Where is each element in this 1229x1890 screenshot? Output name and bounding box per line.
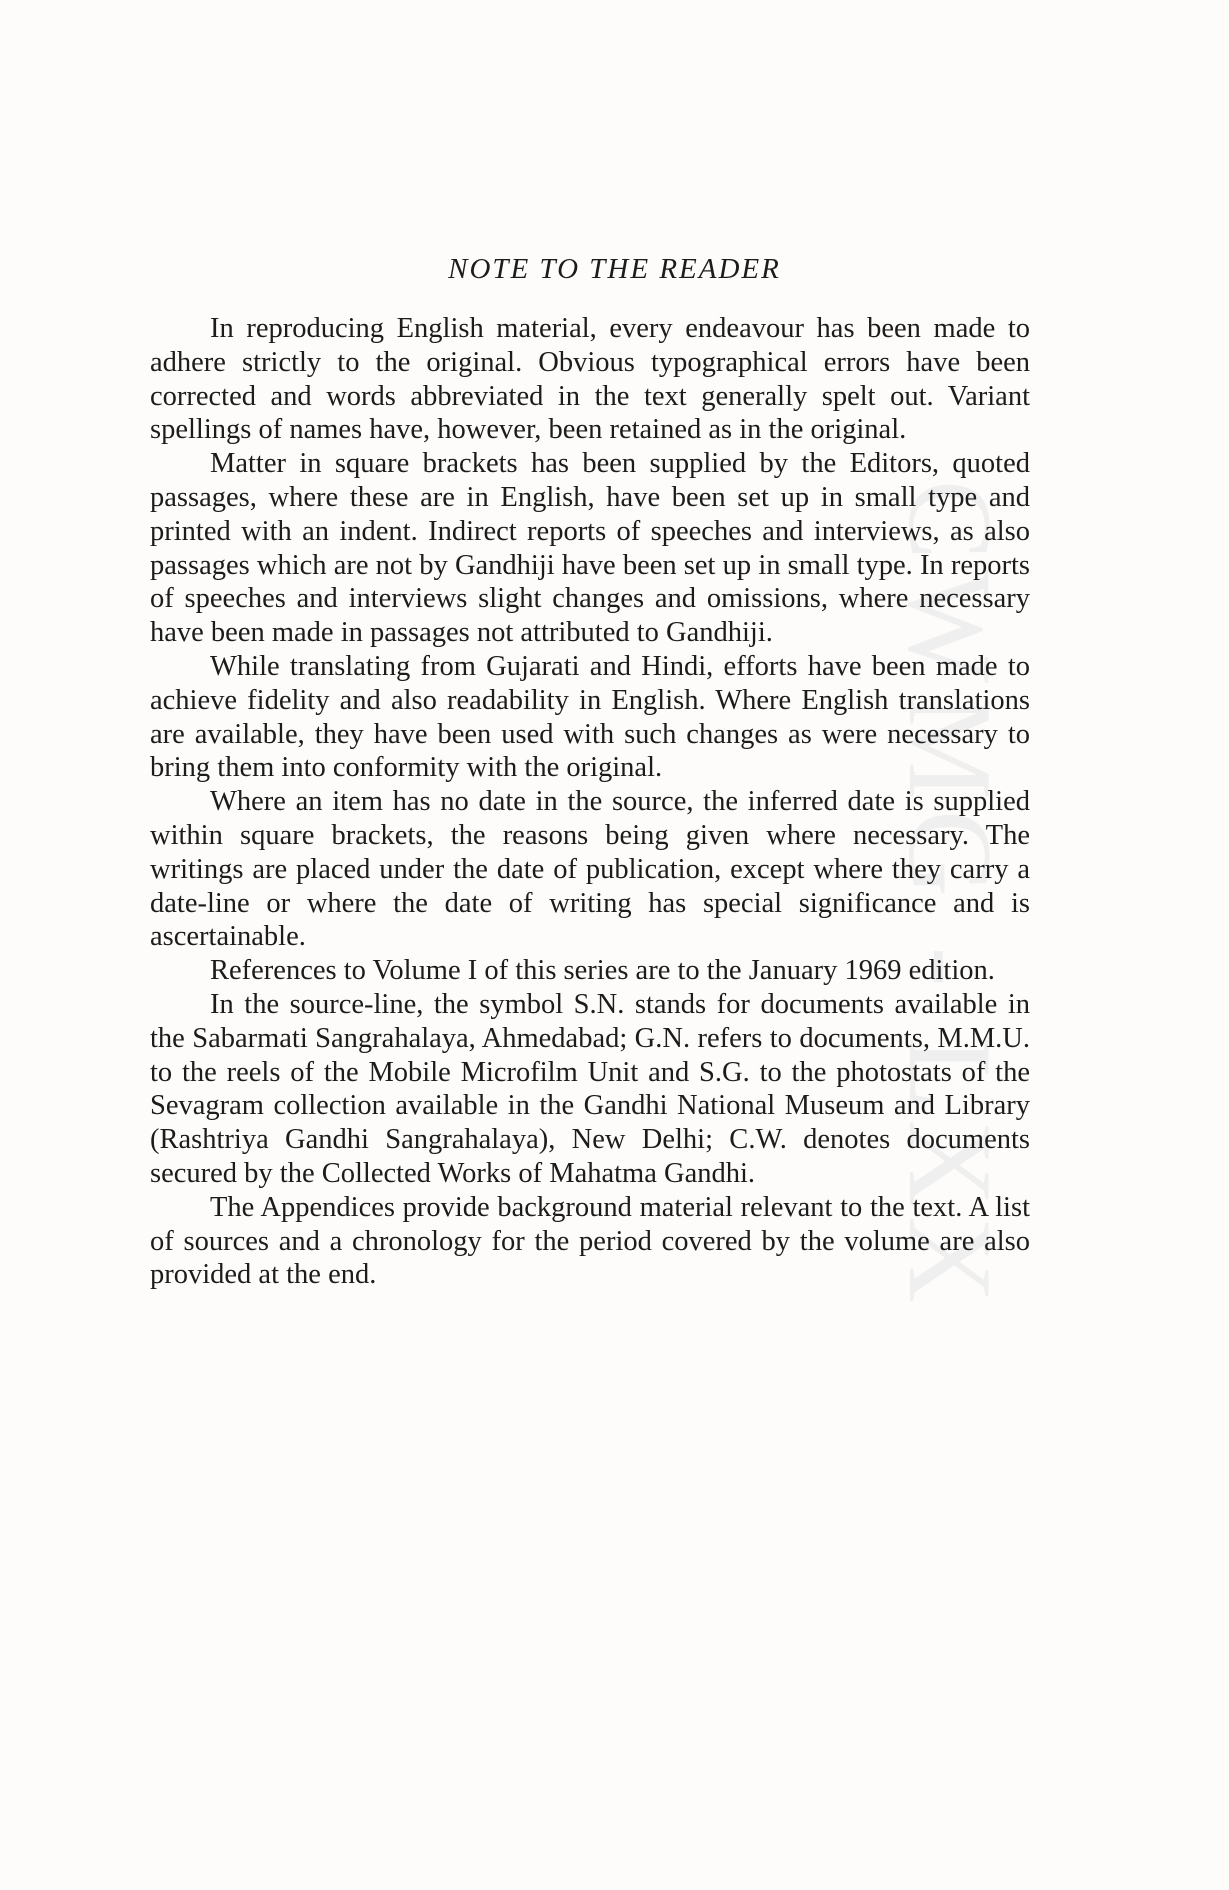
page-title: NOTE TO THE READER (448, 253, 781, 285)
paragraph-english-material: In reproducing English material, every endeavour has been made to adhere strictly to the original. Obvious typographical errors have been corrected and words abbreviated in the text generally spelt out. Variant spellings of names have, however, been retained as in the original. (150, 313, 1030, 446)
paragraph-volume-references: References to Volume I of this series are to the January 1969 edition. (210, 955, 995, 987)
paragraph-translation: While translating from Gujarati and Hindi, efforts have been made to achieve fidelity and also readability in English. Where English translations are available, they have been used with such changes as were necessary to bring them into conformity with the original. (150, 650, 1030, 784)
watermark: CWMG - LXX (884, 480, 1017, 1314)
paragraph-appendices: The Appendices provide background material relevant to the text. A list of sources and a chronology for the period covered by the volume are also provided at the end. (150, 1191, 1030, 1291)
paragraph-square-brackets: Matter in square brackets has been supplied by the Editors, quoted passages, where these are in English, have been set up in small type and printed with an indent. Indirect reports of speeches and interviews, as also passages which are not by Gandhiji have been set up in small type. In reports of speeches and interviews slight changes and omissions, where necessary have been made in passages not attributed to Gandhiji. (150, 448, 1030, 649)
paragraph-source-line: In the source-line, the symbol S.N. stands for documents available in the Sabarmati Sangrahalaya, Ahmedabad; G.N. refers to documents, M.M.U. to the reels of the Mobile Microfilm Unit and S.G. to the photostats of the Sevagram collection available in the Gandhi National Museum and Library (Rashtriya Gandhi Sangrahalaya), New Delhi; C.W. denotes documents secured by the Collected Works of Mahatma Gandhi. (150, 988, 1030, 1189)
note-body (150, 312, 1030, 1314)
paragraph-dates: Where an item has no date in the source, the inferred date is supplied within square brackets, the reasons being given where necessary. The writings are placed under the date of publication, except where they carry a date-line or where the date of writing has special significance and is ascertainable. (150, 786, 1030, 953)
